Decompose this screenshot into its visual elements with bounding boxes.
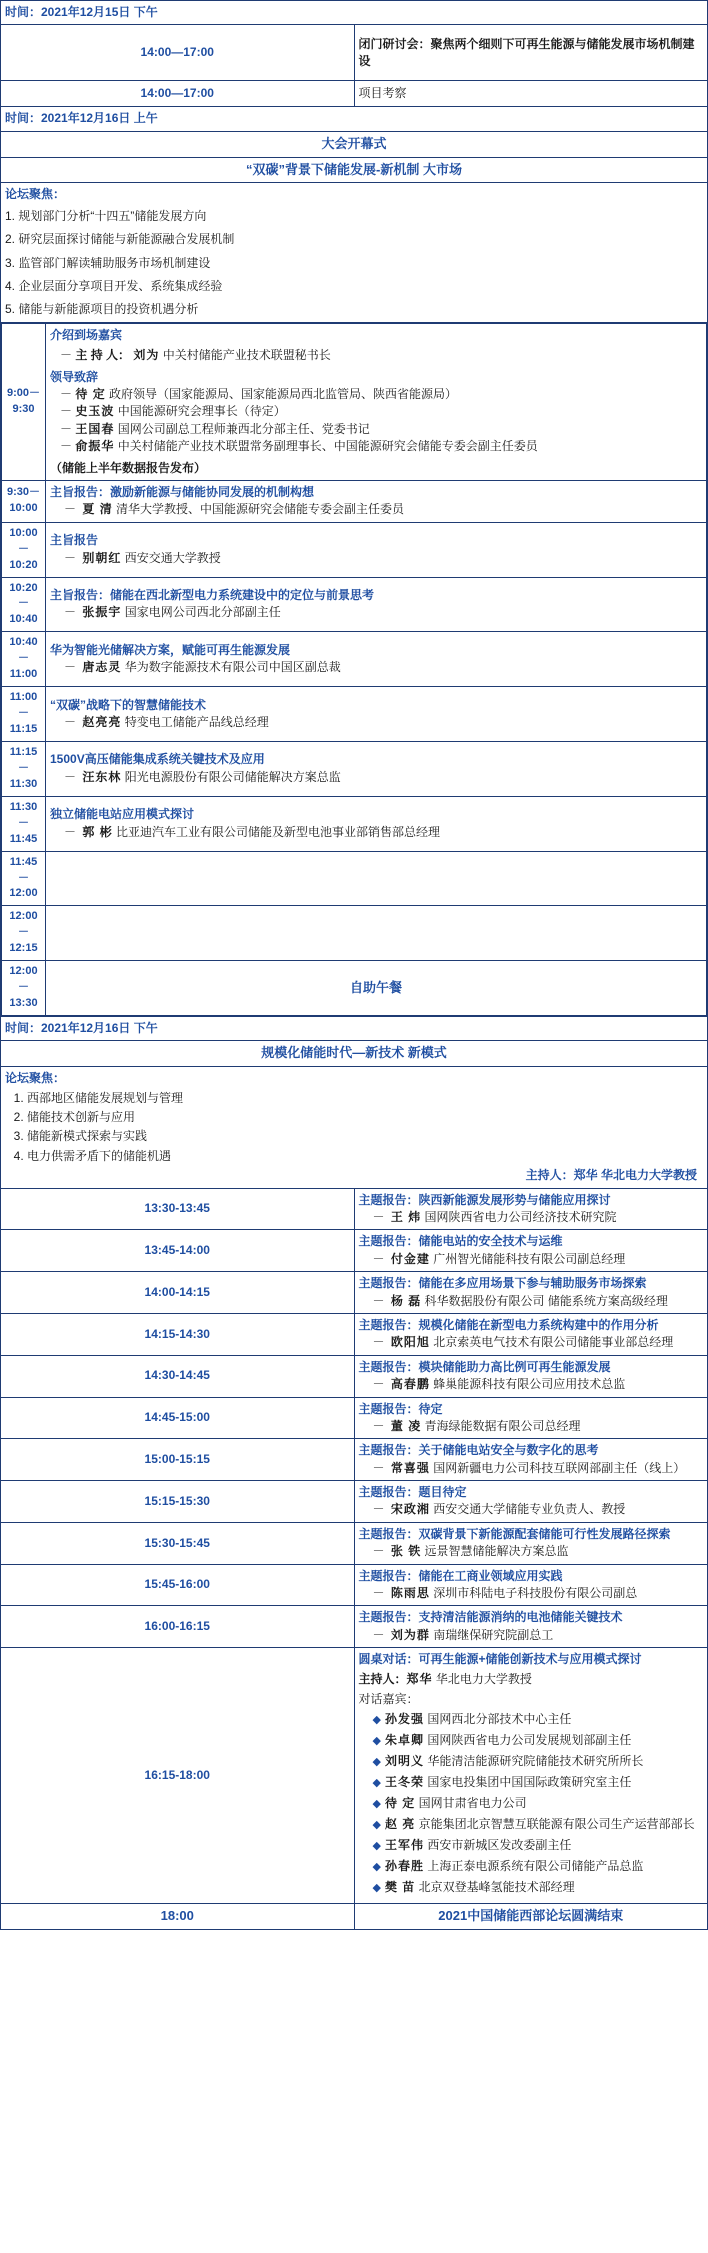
afternoon-row-8-topic: 题目待定 [418,1485,467,1500]
afternoon-focus-label: 论坛聚焦： [5,1071,66,1086]
afternoon-row-2-time: 13:45-14:00 [1,1230,355,1272]
morning-block-7 [2,741,707,796]
dialog-guest-1-name: 孙发强 [384,1712,424,1727]
bullet-icon: ◆ [372,1840,381,1852]
morning-block-2 [2,480,707,522]
afternoon-row-1-speaker-title: 国网陕西省电力公司经济技术研究院 [424,1210,617,1224]
afternoon-row-9-content [354,1522,708,1564]
dialog-guest-5 [373,1795,704,1813]
afternoon-row-11-time: 16:00-16:15 [1,1606,355,1648]
leader-speech-head: 领导致辞 [50,369,99,384]
afternoon-row-3 [1,1272,708,1314]
dialog-host-name: 郑华 [406,1671,433,1686]
afternoon-focus-item-2: 2. 储能技术创新与应用 [27,1109,703,1126]
opening-host-name: 刘为 [133,348,160,363]
afternoon-row-3-speaker-name: 杨 磊 [390,1293,422,1308]
afternoon-row-10-time: 15:45-16:00 [1,1564,355,1606]
morning-block-7-content [46,741,707,796]
day1-row-2 [1,81,708,107]
morning-focus-item-3: 3. 监管部门解读辅助服务市场机制建设 [5,255,211,270]
morning-block-6-speaker-title: 特变电工储能产品线总经理 [124,715,269,730]
afternoon-row-11-speaker-name: 刘为群 [390,1627,430,1642]
morning-block-5-speaker: － 唐志灵 华为数字能源技术有限公司中国区副总裁 [64,660,341,675]
leader-1: － 待 定 政府领导（国家能源局、国家能源局西北监管局、陕西省能源局） [60,386,458,401]
dialog-guest-1 [373,1711,704,1729]
afternoon-row-1-topic: 陕西新能源发展形势与储能应用探讨 [418,1192,611,1207]
afternoon-row-7-speaker: － 常喜强 国网新疆电力公司科技互联网部副主任（线上） [372,1460,686,1475]
morning-block-10 [2,906,707,961]
afternoon-row-11 [1,1606,708,1648]
afternoon-row-8 [1,1481,708,1523]
afternoon-row-3-label: 主题报告： [358,1276,419,1291]
leader-1-name: 待 定 [75,386,106,401]
afternoon-row-7-content [354,1439,708,1481]
afternoon-row-11-topic: 支持清洁能源消纳的电池储能关键技术 [418,1610,623,1625]
afternoon-row-2-speaker-title: 广州智光储能科技有限公司副总经理 [433,1251,626,1266]
leader-4-title: 中关村储能产业技术联盟常务副理事长、中国能源研究会储能专委会副主任委员 [117,439,538,454]
morning-block-7-time: 11:15－11:30 [2,741,46,796]
day2-morning-date-header: 时间：2021年12月16日 上午 [1,107,708,131]
afternoon-row-7-topic: 关于储能电站安全与数字化的思考 [418,1443,599,1458]
lunch-time: 12:00－13:30 [2,961,46,1016]
day1-date-header-row [1,1,708,25]
morning-block-6-content [46,687,707,742]
morning-block-3-speaker-title: 西安交通大学教授 [124,550,221,565]
lunch-row [2,961,707,1016]
afternoon-row-8-time: 15:15-15:30 [1,1481,355,1523]
day1-row-2-content: 项目考察 [354,81,708,107]
closing-time: 18:00 [1,1903,355,1929]
afternoon-row-4-label: 主题报告： [358,1317,419,1332]
afternoon-row-9 [1,1522,708,1564]
dialog-guest-5-name: 待 定 [384,1796,416,1811]
afternoon-focus-list [5,1090,703,1166]
afternoon-row-2-topic: 储能电站的安全技术与运维 [418,1234,563,1249]
day1-row-1-time: 14:00—17:00 [1,25,355,81]
morning-block-4-speaker-name: 张振宇 [82,605,122,620]
dialog-host [359,1671,704,1688]
afternoon-host-line: 主持人：郑华 华北电力大学教授 [525,1168,697,1183]
afternoon-row-4 [1,1313,708,1355]
bullet-icon: ◆ [372,1860,381,1873]
afternoon-row-3-time: 14:00-14:15 [1,1272,355,1314]
bullet-icon: ◆ [372,1714,381,1727]
morning-block-7-speaker-name: 汪东林 [82,769,122,784]
day2-morning-date-header-row [1,107,708,131]
afternoon-row-5-time: 14:30-14:45 [1,1355,355,1397]
afternoon-row-10-content [354,1564,708,1606]
afternoon-row-10-topic: 储能在工商业领域应用实践 [418,1568,563,1583]
dialog-guest-2-name: 朱卓卿 [384,1733,424,1748]
afternoon-row-2-headline [359,1233,704,1250]
opening-host-label: 主 持 人： [75,348,131,363]
afternoon-row-8-speaker: － 宋政湘 西安交通大学储能专业负责人、教授 [372,1502,626,1517]
morning-block-2-content [46,480,707,522]
dialog-guest-3-name: 刘明义 [384,1754,424,1769]
dialog-guest-2 [373,1732,704,1750]
leader-3: － 王国春 国网公司副总工程师兼西北分部主任、党委书记 [60,421,370,436]
dialog-guest-list [359,1711,704,1896]
morning-block-opening-time: 9:00－9:30 [2,323,46,480]
leader-4-name: 俞振华 [75,439,115,454]
afternoon-row-10 [1,1564,708,1606]
afternoon-row-9-headline [359,1526,704,1543]
afternoon-row-11-label: 主题报告： [358,1610,419,1625]
afternoon-row-7-label: 主题报告： [358,1443,419,1458]
afternoon-row-6-content [354,1397,708,1439]
afternoon-row-7-speaker-name: 常喜强 [390,1460,430,1475]
opening-title-1: 大会开幕式 [1,131,708,157]
afternoon-row-2-speaker-name: 付金建 [390,1251,430,1266]
dialog-guest-7-title: 西安市新城区发改委副主任 [427,1838,572,1852]
morning-block-10-content [46,906,707,961]
morning-focus-item-4: 4. 企业层面分享项目开发、系统集成经验 [5,279,223,294]
dialog-guest-8-title: 上海正泰电源系统有限公司储能产品总监 [427,1858,644,1873]
morning-programme-cell [1,322,708,1016]
leader-2-title: 中国能源研究会理事长（待定） [117,404,286,419]
afternoon-row-1-headline [359,1192,704,1209]
dialog-host-label: 主持人： [358,1671,407,1686]
afternoon-row-9-speaker-name: 张 铁 [390,1544,422,1559]
morning-block-5-speaker-title: 华为数字能源技术有限公司中国区副总裁 [124,660,341,675]
morning-block-2-speaker-name: 夏 清 [82,502,113,517]
day1-date-header: 时间：2021年12月15日 下午 [1,1,708,25]
afternoon-row-11-speaker: － 刘为群 南瑞继保研究院副总工 [372,1627,554,1642]
afternoon-row-8-speaker-title: 西安交通大学储能专业负责人、教授 [433,1502,626,1517]
afternoon-row-4-speaker: － 欧阳旭 北京索英电气技术有限公司储能事业部总经理 [372,1335,674,1350]
morning-programme-table [1,323,707,1016]
morning-block-3-content [46,522,707,577]
afternoon-focus-item-3: 3. 储能新模式探索与实践 [27,1128,703,1145]
bullet-icon: ◆ [372,1735,381,1748]
morning-block-2-speaker: － 夏 清 清华大学教授、中国能源研究会储能专委会副主任委员 [64,502,405,517]
afternoon-row-5-content [354,1355,708,1397]
morning-block-3-label: 主旨报告 [50,533,99,548]
afternoon-row-10-speaker-name: 陈雨思 [390,1586,430,1601]
opening-host-title: 中关村储能产业技术联盟秘书长 [162,348,331,363]
afternoon-row-8-label: 主题报告： [358,1485,419,1500]
morning-block-8-topic: 独立储能电站应用模式探讨 [50,807,195,822]
afternoon-row-11-content [354,1606,708,1648]
afternoon-row-7 [1,1439,708,1481]
afternoon-row-11-headline [359,1609,704,1626]
morning-block-5-time: 10:40－11:00 [2,632,46,687]
afternoon-row-8-speaker-name: 宋政湘 [390,1502,430,1517]
morning-block-6-time: 11:00－11:15 [2,687,46,742]
afternoon-row-2 [1,1230,708,1272]
opening-title-row-1 [1,131,708,157]
dialog-guest-3 [373,1753,704,1771]
afternoon-row-3-speaker-title: 科华数据股份有限公司 储能系统方案高级经理 [424,1293,668,1308]
afternoon-row-7-headline [359,1442,704,1459]
bullet-icon: ◆ [372,1798,381,1811]
afternoon-row-8-headline [359,1484,704,1501]
afternoon-row-7-time: 15:00-15:15 [1,1439,355,1481]
dialog-content [354,1648,708,1904]
dialog-guest-9 [373,1879,704,1897]
dialog-guest-9-name: 樊 苗 [384,1879,416,1894]
dialog-guest-6-title: 京能集团北京智慧互联能源有限公司生产运营部部长 [418,1817,695,1832]
afternoon-row-3-speaker: － 杨 磊 科华数据股份有限公司 储能系统方案高级经理 [372,1293,668,1308]
dialog-guest-6-name: 赵 亮 [384,1817,416,1832]
morning-block-10-time: 12:00－12:15 [2,906,46,961]
dialog-host-title: 华北电力大学教授 [435,1671,532,1686]
morning-programme-row [1,322,708,1016]
day2-afternoon-date-header: 时间：2021年12月16日 下午 [1,1017,708,1041]
afternoon-row-4-headline [359,1317,704,1334]
morning-block-2-headline [50,484,702,501]
morning-block-8 [2,796,707,851]
day2-afternoon-date-header-row [1,1017,708,1041]
opening-host: － 主 持 人： 刘为 中关村储能产业技术联盟秘书长 [60,348,331,363]
afternoon-row-4-time: 14:15-14:30 [1,1313,355,1355]
morning-focus-item-5: 5. 储能与新能源项目的投资机遇分析 [5,302,199,317]
dialog-row [1,1648,708,1904]
afternoon-row-3-headline [359,1275,704,1292]
morning-block-3-speaker: － 别朝红 西安交通大学教授 [64,550,221,565]
morning-block-8-content [46,796,707,851]
afternoon-row-2-label: 主题报告： [358,1234,419,1249]
morning-block-5-speaker-name: 唐志灵 [82,660,122,675]
day1-row-1-content: 闭门研讨会：聚焦两个细则下可再生能源与储能发展市场机制建设 [354,25,708,81]
afternoon-row-1-speaker-name: 王 炜 [390,1210,422,1224]
afternoon-row-1-label: 主题报告： [358,1192,419,1207]
leader-4: － 俞振华 中关村储能产业技术联盟常务副理事长、中国能源研究会储能专委会副主任委员 [60,439,538,454]
morning-block-8-speaker-title: 比亚迪汽车工业有限公司储能及新型电池事业部销售部总经理 [116,824,441,839]
morning-block-3-time: 10:00－10:20 [2,522,46,577]
afternoon-row-4-speaker-name: 欧阳旭 [390,1335,430,1350]
afternoon-row-7-speaker-title: 国网新疆电力公司科技互联网部副主任（线上） [433,1460,686,1475]
morning-block-2-time: 9:30－10:00 [2,480,46,522]
morning-block-8-time: 11:30－11:45 [2,796,46,851]
morning-block-4 [2,577,707,632]
afternoon-focus-item-1: 1. 西部地区储能发展规划与管理 [27,1090,703,1107]
dialog-guest-3-title: 华能清洁能源研究院储能技术研究所所长 [427,1754,644,1769]
afternoon-row-11-speaker-title: 南瑞继保研究院副总工 [433,1627,554,1642]
day1-row-1 [1,25,708,81]
morning-block-4-speaker-title: 国家电网公司西北分部副主任 [124,605,281,620]
morning-block-6-topic: “双碳”战略下的智慧储能技术 [50,697,207,712]
morning-focus-item-2: 2. 研究层面探讨储能与新能源融合发展机制 [5,232,235,247]
morning-block-9-content [46,851,707,906]
morning-block-9-time: 11:45－12:00 [2,851,46,906]
afternoon-row-5-headline [359,1359,704,1376]
morning-focus-item-1: 1. 规划部门分析“十四五”储能发展方向 [5,208,207,223]
opening-title-2: “双碳”背景下储能发展-新机制 大市场 [1,157,708,183]
morning-focus-row [1,183,708,322]
afternoon-row-6-topic: 待定 [418,1401,443,1416]
morning-block-opening-content [46,323,707,480]
dialog-head: 圆桌对话：可再生能源+储能创新技术与应用模式探讨 [358,1652,642,1667]
afternoon-row-9-speaker: － 张 铁 远景智慧储能解决方案总监 [372,1544,569,1559]
afternoon-row-6-label: 主题报告： [358,1401,419,1416]
afternoon-row-6-time: 14:45-15:00 [1,1397,355,1439]
morning-block-2-topic: 激励新能源与储能协同发展的机制构想 [110,484,315,499]
afternoon-row-5-speaker: － 高春鹏 蜂巢能源科技有限公司应用技术总监 [372,1377,626,1392]
bullet-icon: ◆ [372,1756,381,1769]
closing-row [1,1903,708,1929]
afternoon-focus-cell [1,1067,708,1188]
morning-block-3 [2,522,707,577]
afternoon-row-10-label: 主题报告： [358,1568,419,1583]
morning-block-4-speaker: － 张振宇 国家电网公司西北分部副主任 [64,605,281,620]
morning-block-4-time: 10:20－10:40 [2,577,46,632]
afternoon-row-5-speaker-name: 高春鹏 [390,1377,430,1392]
morning-block-2-label: 主旨报告： [50,484,111,499]
afternoon-row-1-speaker: － 王 炜 国网陕西省电力公司经济技术研究院 [372,1210,617,1224]
morning-block-7-topic: 1500V高压储能集成系统关键技术及应用 [50,752,265,767]
morning-block-4-topic: 储能在西北新型电力系统建设中的定位与前景思考 [110,588,375,603]
leader-2-name: 史玉波 [75,404,115,419]
afternoon-row-9-label: 主题报告： [358,1526,419,1541]
afternoon-row-3-topic: 储能在多应用场景下参与辅助服务市场探索 [418,1276,647,1291]
afternoon-row-10-speaker-title: 深圳市科陆电子科技股份有限公司副总 [433,1586,638,1601]
morning-block-4-label: 主旨报告： [50,588,111,603]
afternoon-row-10-headline [359,1568,704,1585]
leader-3-title: 国网公司副总工程师兼西北分部主任、党委书记 [117,421,370,436]
afternoon-row-6-speaker-title: 青海绿能数据有限公司总经理 [424,1418,581,1433]
lunch-label: 自助午餐 [46,961,707,1016]
dialog-guest-8 [373,1858,704,1876]
afternoon-row-9-topic: 双碳背景下新能源配套储能可行性发展路径探索 [418,1526,671,1541]
dialog-guest-4-title: 国家电投集团中国国际政策研究室主任 [427,1775,632,1790]
afternoon-row-5-speaker-title: 蜂巢能源科技有限公司应用技术总监 [433,1377,626,1392]
morning-block-9 [2,851,707,906]
dialog-guest-5-title: 国网甘肃省电力公司 [418,1796,527,1811]
dialog-guest-1-title: 国网西北分部技术中心主任 [427,1712,572,1727]
morning-focus-cell [1,183,708,322]
morning-block-7-speaker-title: 阳光电源股份有限公司储能解决方案总监 [124,769,341,784]
afternoon-row-2-speaker: － 付金建 广州智光储能科技有限公司副总经理 [372,1251,626,1266]
afternoon-row-1 [1,1188,708,1230]
afternoon-row-1-content [354,1188,708,1230]
bullet-icon: ◆ [372,1777,381,1790]
afternoon-row-9-time: 15:30-15:45 [1,1522,355,1564]
afternoon-focus-item-4: 4. 电力供需矛盾下的储能机遇 [27,1148,703,1165]
dialog-guest-7 [373,1837,704,1855]
afternoon-focus-row [1,1067,708,1188]
morning-block-6-speaker: － 赵亮亮 特变电工储能产品线总经理 [64,715,269,730]
afternoon-row-1-time: 13:30-13:45 [1,1188,355,1230]
morning-block-5 [2,632,707,687]
afternoon-title: 规模化储能时代—新技术 新模式 [1,1041,708,1067]
afternoon-row-4-speaker-title: 北京索英电气技术有限公司储能事业部总经理 [433,1335,674,1350]
dialog-guests-label: 对话嘉宾： [358,1691,419,1706]
afternoon-row-2-content [354,1230,708,1272]
guest-intro-head: 介绍到场嘉宾 [50,327,123,342]
morning-block-4-headline [50,587,702,604]
morning-block-5-topic: 华为智能光储解决方案，赋能可再生能源发展 [50,642,291,657]
afternoon-row-6-speaker-name: 董 凌 [390,1418,422,1433]
dialog-guest-7-name: 王军伟 [384,1838,424,1852]
day1-row-2-time: 14:00—17:00 [1,81,355,107]
leader-3-name: 王国春 [75,421,115,436]
bullet-icon: ◆ [372,1881,381,1894]
bullet-icon: ◆ [372,1819,381,1832]
afternoon-row-5-topic: 模块储能助力高比例可再生能源发展 [418,1359,611,1374]
dialog-time: 16:15-18:00 [1,1648,355,1904]
dialog-guest-8-name: 孙春胜 [384,1858,424,1873]
morning-block-6 [2,687,707,742]
afternoon-row-6-speaker: － 董 凌 青海绿能数据有限公司总经理 [372,1418,581,1433]
afternoon-row-6 [1,1397,708,1439]
afternoon-row-6-headline [359,1401,704,1418]
leader-1-title: 政府领导（国家能源局、国家能源局西北监管局、陕西省能源局） [109,386,458,401]
afternoon-row-8-content [354,1481,708,1523]
leader-2: － 史玉波 中国能源研究会理事长（待定） [60,404,286,419]
dialog-guest-9-title: 北京双登基峰氢能技术部经理 [418,1879,575,1894]
afternoon-row-10-speaker: － 陈雨思 深圳市科陆电子科技股份有限公司副总 [372,1586,638,1601]
morning-block-opening [2,323,707,480]
morning-block-2-speaker-title: 清华大学教授、中国能源研究会储能专委会副主任委员 [116,502,405,517]
afternoon-row-5 [1,1355,708,1397]
dialog-guest-4-name: 王冬荣 [384,1775,424,1790]
afternoon-row-3-content [354,1272,708,1314]
dialog-guest-2-title: 国网陕西省电力公司发展规划部副主任 [427,1733,632,1748]
morning-block-6-speaker-name: 赵亮亮 [82,715,122,730]
dialog-guest-6 [373,1816,704,1834]
afternoon-row-5-label: 主题报告： [358,1359,419,1374]
dialog-guest-4 [373,1774,704,1792]
closing-text: 2021中国储能西部论坛圆满结束 [354,1903,708,1929]
afternoon-row-4-content [354,1313,708,1355]
data-release-note: （储能上半年数据报告发布） [50,460,207,475]
morning-block-3-speaker-name: 别朝红 [82,550,122,565]
morning-block-5-content [46,632,707,687]
morning-focus-label: 论坛聚焦： [5,187,66,202]
morning-block-4-content [46,577,707,632]
afternoon-title-row [1,1041,708,1067]
morning-block-7-speaker: － 汪东林 阳光电源股份有限公司储能解决方案总监 [64,769,341,784]
morning-block-8-speaker-name: 郭 彬 [82,824,113,839]
afternoon-row-9-speaker-title: 远景智慧储能解决方案总监 [424,1544,569,1559]
morning-block-8-speaker: － 郭 彬 比亚迪汽车工业有限公司储能及新型电池事业部销售部总经理 [64,824,441,839]
opening-title-row-2 [1,157,708,183]
afternoon-row-4-topic: 规模化储能在新型电力系统构建中的作用分析 [418,1317,659,1332]
